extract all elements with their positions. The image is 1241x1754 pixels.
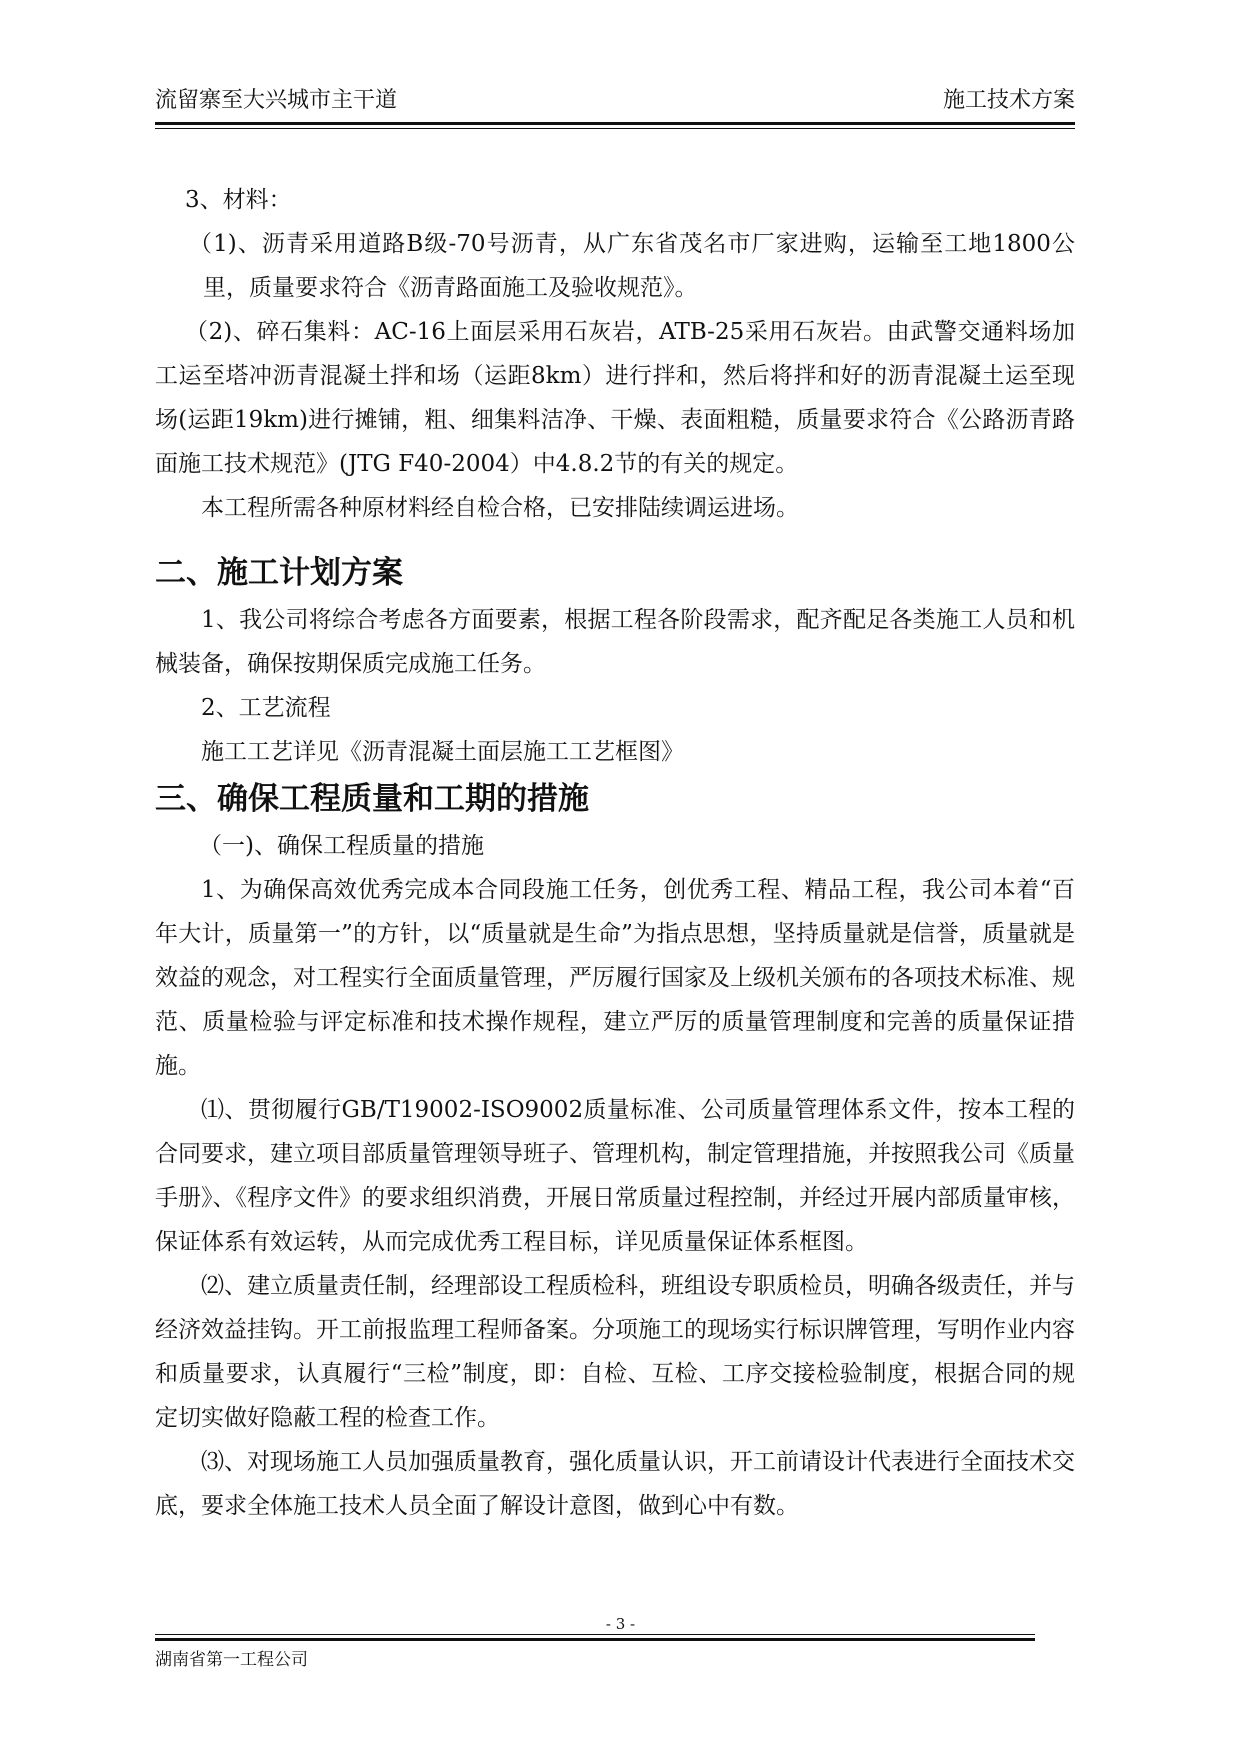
quality-paragraph-2: ⑴、贯彻履行GB/T19002-ISO9002质量标准、公司质量管理体系文件，按本工程的合同要求，建立项目部质量管理领导班子、管理机构，制定管理措施，并按照我公司《质量手册》、《程序文件》的要求组织消费，开展日常质量过程控制，并经过开展内部质量审核，保证体系有效运转，从而完成优秀工程目标，详见质量保证体系框图。 [155,1097,1075,1255]
quality-paragraph-1: 1、为确保高效优秀完成本合同段施工任务，创优秀工程、精品工程，我公司本着“百年大计，质量第一”的方针，以“质量就是生命”为指点思想，坚持质量就是信誉，质量就是效益的观念，对工程实行全面质量管理，严厉履行国家及上级机关颁布的各项技术标准、规范、质量检验与评定标准和技术操作规程，建立严厉的质量管理制度和完善的质量保证措施。 [155,877,1075,1079]
footer-rule-thin [155,1634,1035,1635]
plan-paragraph-3: 施工工艺详见《沥青混凝土面层施工工艺框图》 [201,739,684,765]
footer-company-name: 湖南省第一工程公司 [155,1650,308,1670]
quality-subheading: （一)、确保工程质量的措施 [199,833,484,859]
page-header [155,86,1075,126]
materials-item-2: （2)、碎石集料：AC-16上面层采用石灰岩，ATB-25采用石灰岩。由武警交通料场加工运至塔冲沥青混凝土拌和场（运距8km）进行拌和，然后将拌和好的沥青混凝土运至现场(运距19km)进行摊铺，粗、细集料洁净、干燥、表面粗糙，质量要求符合《公路沥青路面施工技术规范》(JTG F40-2004）中4.8.2节的有关的规定。 [155,319,1075,477]
header-document-title: 施工技术方案 [942,88,1075,113]
page-body [155,178,1075,1528]
footer-rule [155,1638,1035,1641]
plan-paragraph-2: 2、工艺流程 [201,695,331,721]
materials-summary: 本工程所需各种原材料经自检合格，已安排陆续调运进场。 [201,495,799,521]
header-project-title: 流留寨至大兴城市主干道 [155,88,398,113]
section-heading-quality: 三、确保工程质量和工期的措施 [155,781,589,817]
materials-title: 3、材料： [185,187,292,213]
section-heading-plan: 二、施工计划方案 [155,555,403,591]
quality-paragraph-4: ⑶、对现场施工人员加强质量教育，强化质量认识，开工前请设计代表进行全面技术交底，要求全体施工技术人员全面了解设计意图，做到心中有数。 [155,1449,1075,1519]
header-rule-thin [155,128,1075,129]
page-number: - 3 - [605,1615,636,1633]
plan-paragraph-1: 1、我公司将综合考虑各方面要素，根据工程各阶段需求，配齐配足各类施工人员和机械装备，确保按期保质完成施工任务。 [155,607,1075,677]
quality-paragraph-3: ⑵、建立质量责任制，经理部设工程质检科，班组设专职质检员，明确各级责任，并与经济效益挂钩。开工前报监理工程师备案。分项施工的现场实行标识牌管理，写明作业内容和质量要求，认真履行“三检”制度，即：自检、互检、工序交接检验制度，根据合同的规定切实做好隐蔽工程的检查工作。 [155,1273,1075,1431]
materials-item-1: （1)、沥青采用道路B级-70号沥青，从广东省茂名市厂家进购，运输至工地1800公里，质量要求符合《沥青路面施工及验收规范》。 [189,231,1075,301]
section-gap [155,530,1075,548]
header-rule [155,122,1075,125]
